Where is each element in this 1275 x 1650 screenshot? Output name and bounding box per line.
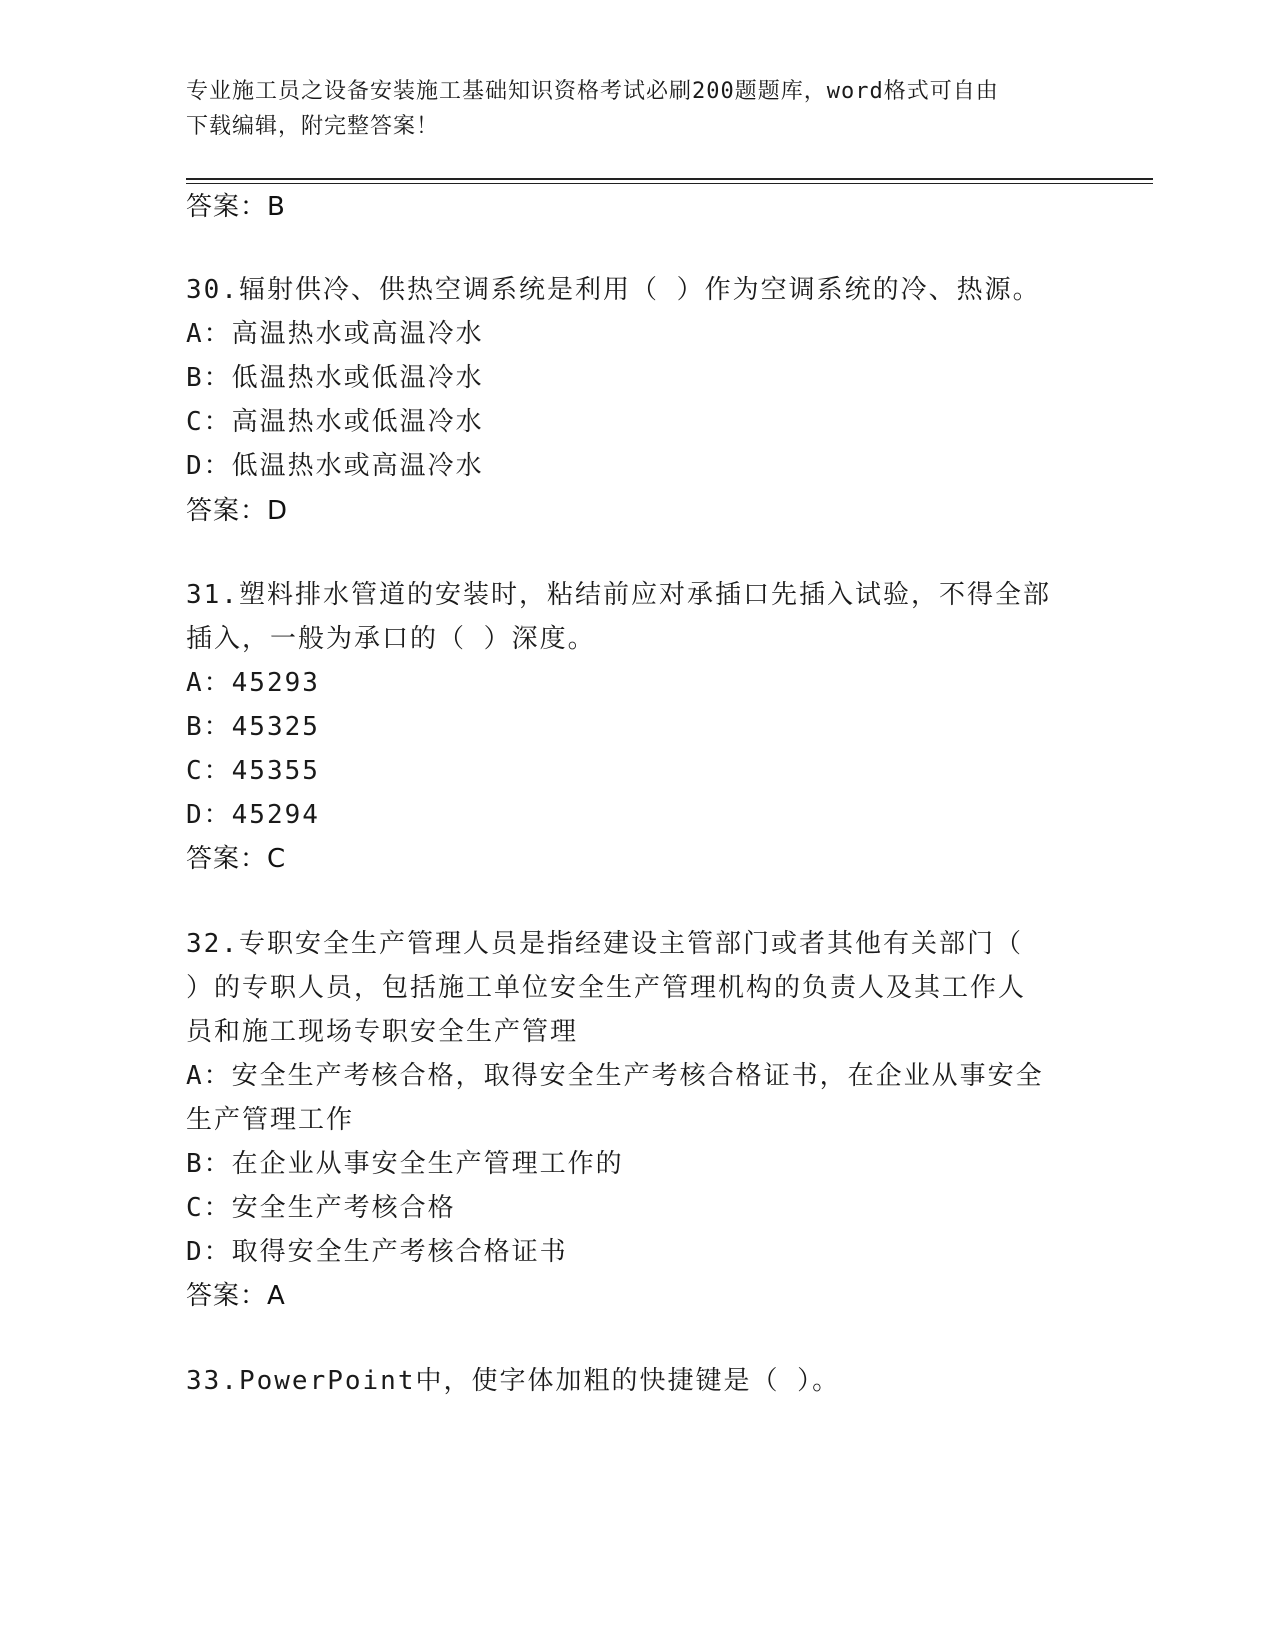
header-divider — [186, 178, 1153, 180]
header-line-1: 专业施工员之设备安装施工基础知识资格考试必刷200题题库，word格式可自由 — [186, 79, 999, 104]
question-30-option-b: B：低温热水或低温冷水 — [186, 363, 484, 393]
question-30-option-c: C：高温热水或低温冷水 — [186, 407, 484, 437]
question-31-option-c: C：45355 — [186, 756, 320, 786]
question-32-option-a: A：安全生产考核合格，取得安全生产考核合格证书，在企业从事安全 — [186, 1061, 1044, 1091]
question-33-text: 33.PowerPoint中，使字体加粗的快捷键是（ ）。 — [186, 1366, 841, 1396]
answer-29: 答案：B — [186, 192, 286, 222]
question-32-option-b: B：在企业从事安全生产管理工作的 — [186, 1149, 624, 1179]
question-31-text-line-1: 31.塑料排水管道的安装时，粘结前应对承插口先插入试验，不得全部 — [186, 580, 1051, 610]
question-32-option-d: D：取得安全生产考核合格证书 — [186, 1237, 568, 1267]
question-32-text-line-1: 32.专职安全生产管理人员是指经建设主管部门或者其他有关部门（ — [186, 929, 1023, 959]
question-30-option-d: D：低温热水或高温冷水 — [186, 451, 484, 481]
question-32-option-c: C：安全生产考核合格 — [186, 1193, 456, 1223]
answer-32: 答案：A — [186, 1281, 286, 1311]
question-32-text-line-2: ）的专职人员，包括施工单位安全生产管理机构的负责人及其工作人 — [186, 973, 1027, 1003]
question-31-text-line-2: 插入，一般为承口的（ ）深度。 — [186, 624, 596, 654]
question-31-option-a: A：45293 — [186, 668, 320, 698]
answer-30: 答案：D — [186, 496, 289, 526]
header-divider-thin — [186, 183, 1153, 184]
question-31-option-b: B：45325 — [186, 712, 320, 742]
header-line-2: 下载编辑，附完整答案！ — [186, 114, 440, 139]
question-32-text-line-3: 员和施工现场专职安全生产管理 — [186, 1017, 579, 1047]
question-31-option-d: D：45294 — [186, 800, 320, 830]
answer-31: 答案：C — [186, 844, 287, 874]
question-30-option-a: A：高温热水或高温冷水 — [186, 319, 484, 349]
question-30-text: 30.辐射供冷、供热空调系统是利用（ ）作为空调系统的冷、热源。 — [186, 275, 1041, 305]
question-32-option-a-continued: 生产管理工作 — [186, 1105, 355, 1135]
document-header — [186, 74, 1066, 144]
